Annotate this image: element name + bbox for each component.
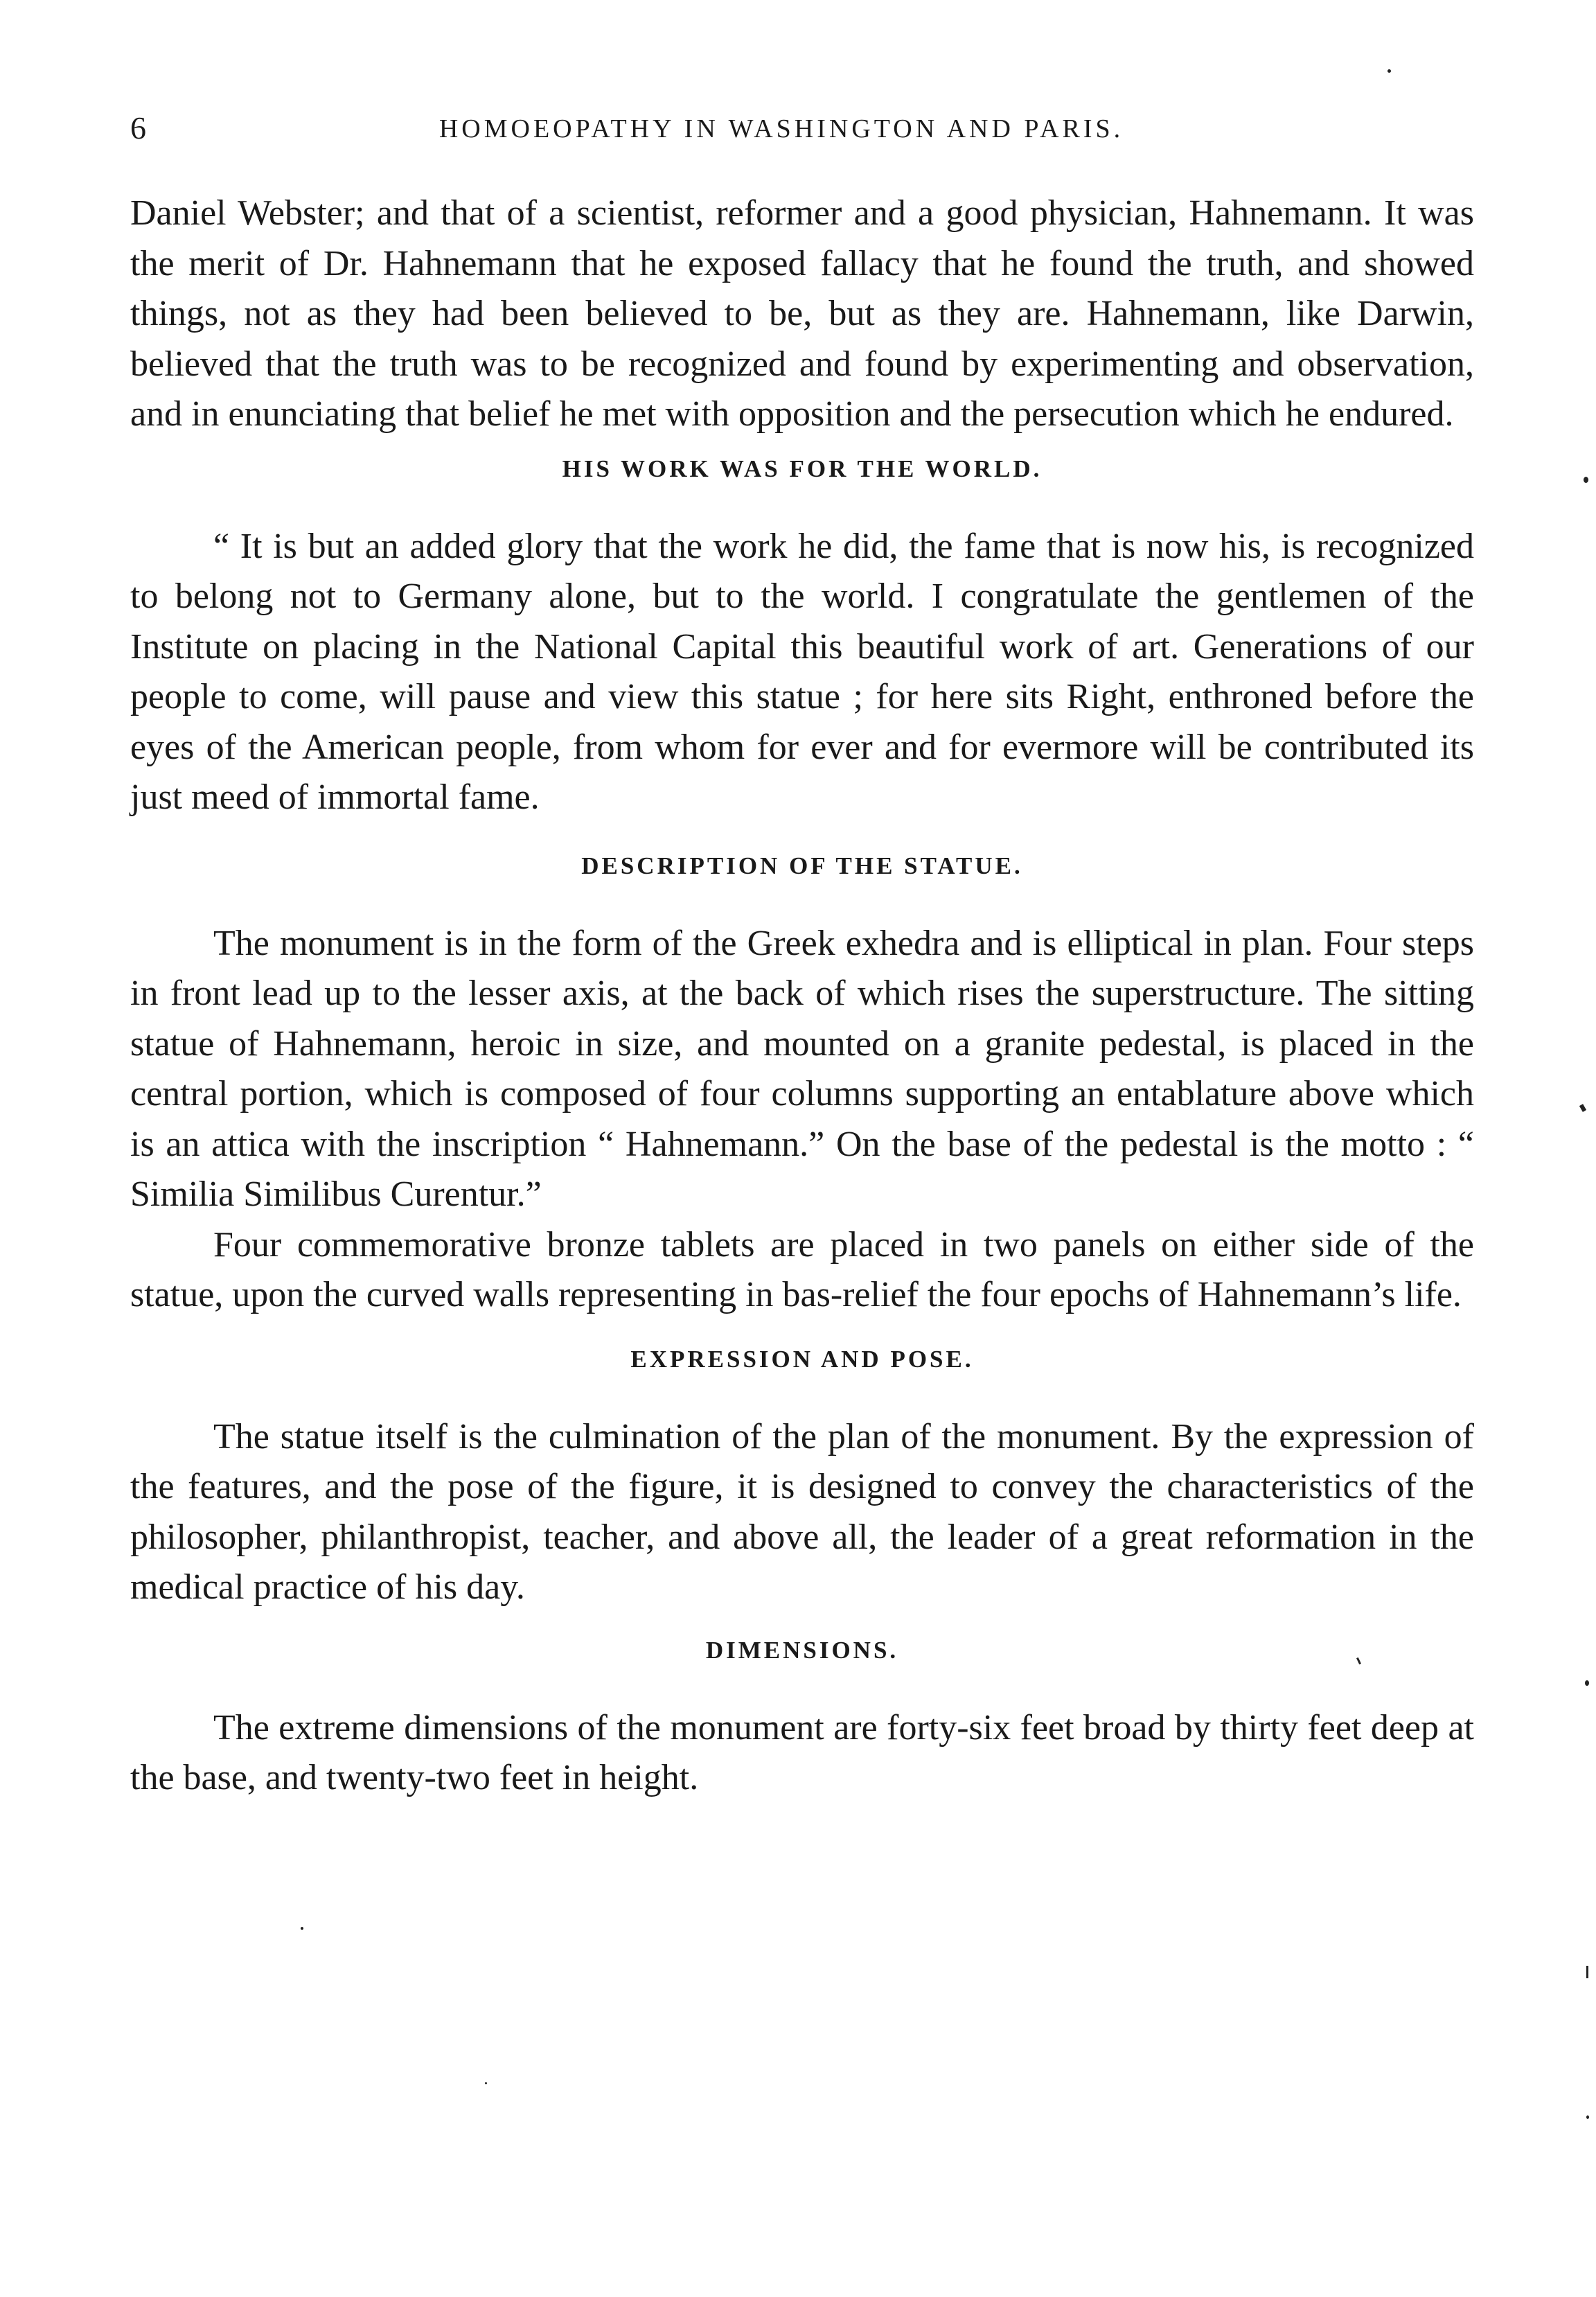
scan-speck (1579, 1104, 1586, 1112)
scan-speck (301, 1927, 303, 1930)
paragraph-intro: Daniel Webster; and that of a scientist, reformer and a good physician, Hahnemann. It was the merit of Dr. Hahnemann that he exposed fallacy that he found the truth, and showed things, not as they had been believed to be, but as they are. Hahnemann, like Darwin, believed that the truth was to be recognized and found by experimenting and observation, and in enunciating that belief he met with opposition and the persecution which he endured. (130, 193, 1474, 434)
scan-speck (1584, 477, 1588, 483)
scan-speck (1586, 2115, 1589, 2119)
paragraph-description-2: Four commemorative bronze tablets are placed in two panels on either side of the statue, upon the curved walls representing in bas-relief the four epochs of Hahnemann’s life. (130, 1224, 1474, 1314)
section-heading-dimensions: DIMENSIONS. (705, 1636, 899, 1664)
paragraph-work: “ It is but an added glory that the work he did, the fame that is now his, is recognized to belong not to Germany alone, but to the world. I congratulate the gentlemen of the Institute on placing in the National Capital this beautiful work of art. Generations of our people to come, will pause and view this statue ; for here sits Right, enthroned before the eyes of the American people, from whom for ever and for evermore will be contributed its just meed of immortal fame. (130, 526, 1474, 817)
section-heading-work: HIS WORK WAS FOR THE WORLD. (562, 455, 1043, 482)
section-heading-description: DESCRIPTION OF THE STATUE. (581, 852, 1023, 879)
paragraph-dimensions: The extreme dimensions of the monument are forty-six feet broad by thirty feet deep at the base, and twenty-two feet in height. (130, 1707, 1474, 1797)
paragraph-description-1: The monument is in the form of the Greek exhedra and is elliptical in plan. Four steps in front lead up to the lesser axis, at the back of which rises the superstructure. The sitting statue of Hahnemann, heroic in size, and mounted on a granite pedestal, is placed in the central portion, which is composed of four columns supporting an entablature above which is an attica with the inscription “ Hahnemann.” On the base of the pedestal is the motto : “ Similia Similibus Curentur.” (130, 923, 1474, 1214)
scan-speck (1387, 69, 1391, 73)
running-title: HOMOEOPATHY IN WASHINGTON AND PARIS. (438, 114, 1124, 143)
running-head (130, 109, 1474, 151)
scan-speck (485, 2082, 487, 2084)
body-text (130, 188, 1474, 1804)
scan-speck (1586, 1966, 1588, 1978)
page-number: 6 (130, 110, 147, 146)
scan-speck (1585, 1680, 1589, 1686)
paragraph-expression: The statue itself is the culmination of the plan of the monument. By the expression of the features, and the pose of the figure, it is designed to convey the characteristics of the philosopher, philanthropist, teacher, and above all, the leader of a great reformation in the medical practice of his day. (130, 1416, 1474, 1607)
section-heading-expression: EXPRESSION AND POSE. (630, 1345, 974, 1373)
